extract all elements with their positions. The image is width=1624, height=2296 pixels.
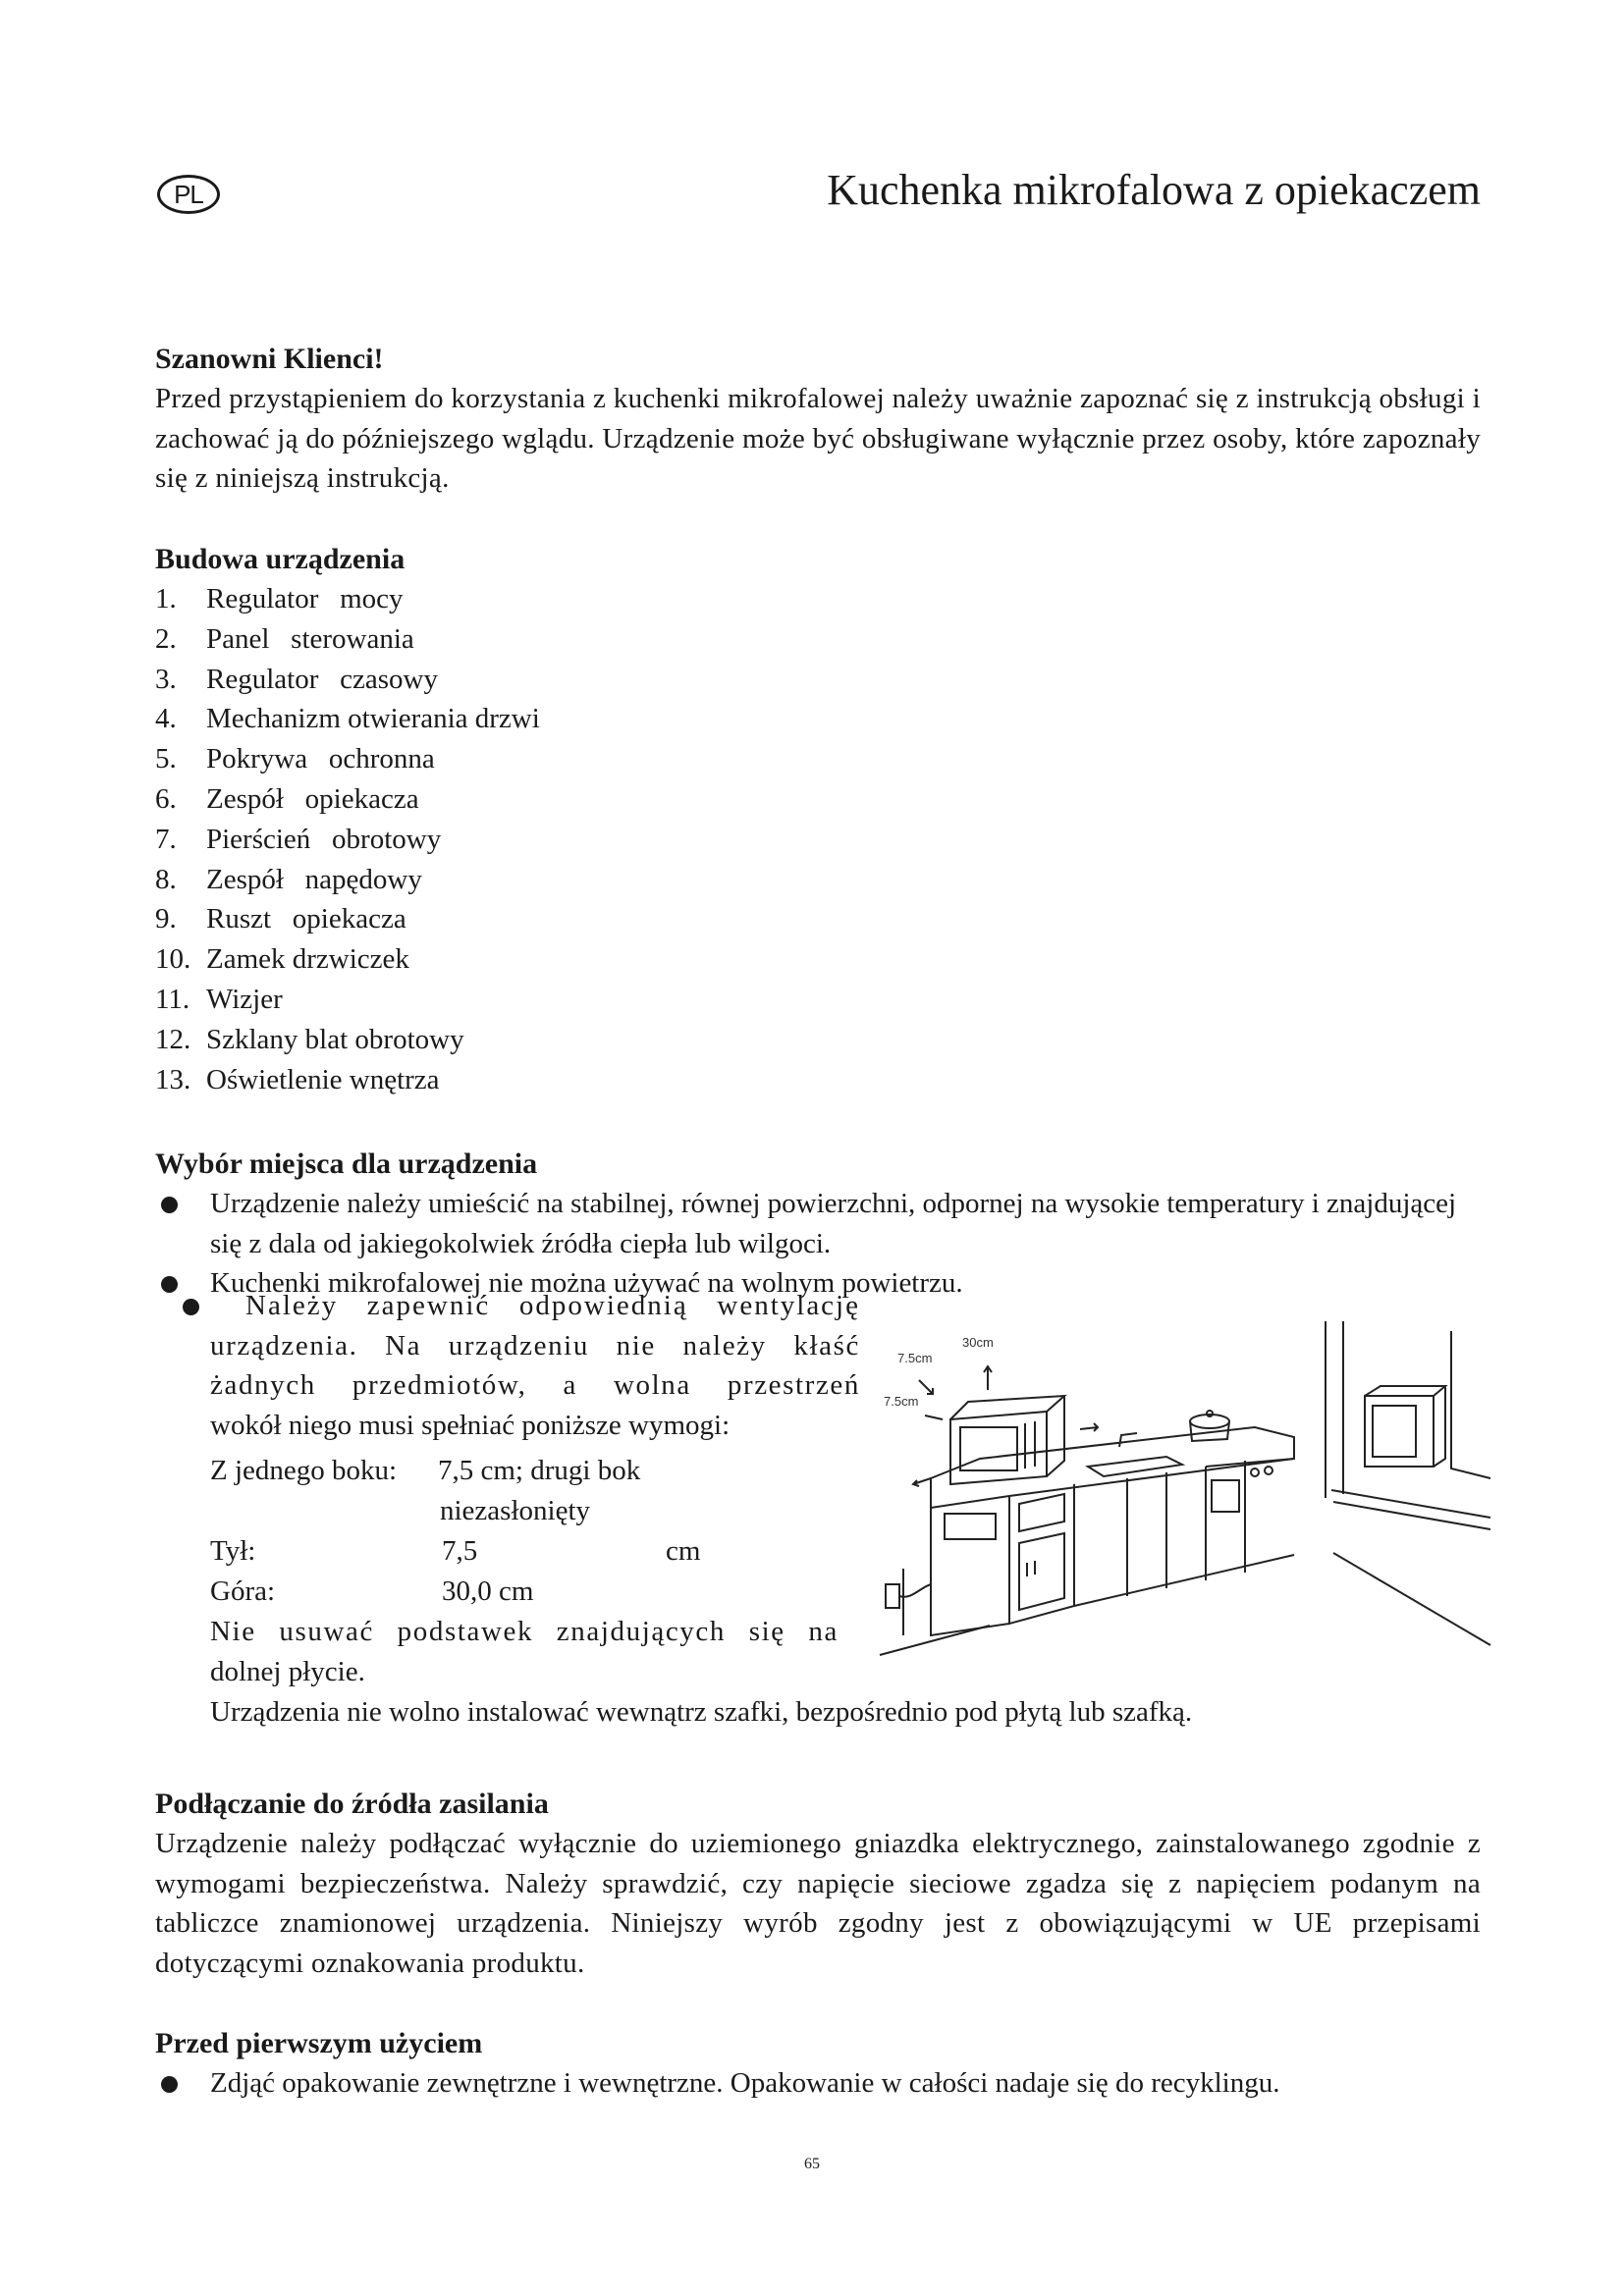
first-use-section <box>155 2024 1481 2104</box>
list-item <box>155 1184 1481 1263</box>
list-item <box>155 820 1481 860</box>
top-value: 30,0 cm <box>442 1575 534 1607</box>
feet-note-line: dolnej płycie. <box>210 1656 365 1687</box>
list-item-number: 6. <box>155 782 177 815</box>
side-value: 7,5 cm; drugi bok <box>438 1455 641 1486</box>
list-item-label: Regulator mocy <box>206 583 404 614</box>
construction-list <box>155 579 1481 1099</box>
construction-heading: Budowa urządzenia <box>155 543 406 575</box>
list-item <box>155 860 1481 900</box>
list-item-number: 12. <box>155 1023 191 1055</box>
list-item <box>155 739 1481 779</box>
cabinet-front <box>931 1496 1009 1635</box>
kitchen-clearance-diagram <box>872 1311 1500 1694</box>
list-item <box>155 2063 1481 2104</box>
list-item-number: 7. <box>155 823 177 855</box>
ventilation-block <box>183 1286 860 1445</box>
oven-window <box>1212 1480 1239 1512</box>
arrow-icon <box>984 1366 992 1390</box>
placement-bullet-text: Kuchenki mikrofalowej nie można używać na wolnym powietrzu. <box>210 1267 963 1299</box>
side-value-continued: niezasłonięty <box>440 1495 591 1526</box>
language-badge <box>157 175 220 214</box>
small-microwave-door <box>1373 1406 1416 1457</box>
list-item-label: Panel sterowania <box>206 622 414 655</box>
feet-note-line: Nie usuwać podstawek znajdujących się na <box>210 1616 839 1647</box>
window-sill <box>1331 1490 1490 1529</box>
bullet-icon <box>183 1299 199 1315</box>
ventilation-line: urządzenia. Na urządzeniu nie należy kłaść <box>210 1329 860 1362</box>
bullet-icon <box>161 1276 178 1293</box>
bullet-icon <box>161 1197 178 1213</box>
top-label: Góra: <box>210 1575 276 1607</box>
microwave-controls <box>1025 1421 1035 1468</box>
list-item-label: Oświetlenie wnętrza <box>206 1063 440 1095</box>
ventilation-line: Należy zapewnić odpowiednią wentylację <box>245 1290 860 1321</box>
list-item <box>155 980 1481 1020</box>
back-value: 7,5 <box>442 1535 478 1567</box>
list-item <box>155 579 1481 619</box>
window-frame <box>1326 1321 1343 1498</box>
list-item <box>155 699 1481 739</box>
side-label: Z jednego boku: <box>210 1455 398 1486</box>
list-item-number: 9. <box>155 903 177 935</box>
intro-section <box>155 340 1481 499</box>
list-item-label: Wizjer <box>206 983 283 1015</box>
language-badge-label: PL <box>174 179 203 209</box>
list-item-label: Zespół napędowy <box>206 863 422 895</box>
list-item-number: 11. <box>155 983 190 1015</box>
drawer <box>1019 1494 1064 1531</box>
list-item <box>155 899 1481 939</box>
placement-heading: Wybór miejsca dla urządzenia <box>155 1148 538 1180</box>
page-number: 65 <box>804 2156 820 2172</box>
placement-bullet-text: Urządzenie należy umieścić na stabilnej, równej powierzchni, odpornej na wysokie temperatury i znajdującej się z dala od jakiegokolwiek źródła ciepła lub wilgoci. <box>210 1188 1457 1259</box>
arrow-icon <box>1080 1423 1098 1431</box>
first-use-heading: Przed pierwszym użyciem <box>155 2027 483 2059</box>
intro-heading: Szanowni Klienci! <box>155 343 384 375</box>
back-unit: cm <box>666 1535 701 1567</box>
arrow-icon <box>919 1380 933 1394</box>
construction-section <box>155 540 1481 1099</box>
sink <box>1088 1457 1182 1476</box>
list-item <box>155 619 1481 660</box>
ventilation-line: żadnych przedmiotów, a wolna przestrzeń <box>210 1369 860 1401</box>
list-item-number: 13. <box>155 1063 191 1095</box>
list-item-number: 10. <box>155 943 191 976</box>
list-item-label: Regulator czasowy <box>206 663 438 695</box>
first-use-bullet-text: Zdjąć opakowanie zewnętrzne i wewnętrzne. Opakowanie w całości nadaje się do recyklingu. <box>210 2067 1280 2099</box>
list-item-number: 4. <box>155 703 177 735</box>
list-item <box>155 939 1481 980</box>
list-item-label: Ruszt opiekacza <box>206 903 406 935</box>
cabinet-note: Urządzenia nie wolno instalować wewnątrz szafki, bezpośrednio pod płytą lub szafką. <box>210 1696 1193 1728</box>
list-item-label: Zamek drzwiczek <box>206 943 409 976</box>
intro-text: Przed przystąpieniem do korzystania z kuchenki mikrofalowej należy uważnie zapoznać się z instrukcją obsługi i zachować ją do późniejszego wglądu. Urządzenie może być obsługiwane wyłącznie przez osoby, które zapoznały się z niniejszą instrukcją. <box>155 383 1481 494</box>
placement-section <box>155 1145 1481 1304</box>
microwave-front <box>950 1412 1047 1484</box>
oven-knob <box>1251 1468 1259 1476</box>
list-item <box>155 779 1481 820</box>
list-item-label: Pierścień obrotowy <box>206 823 442 855</box>
door-handle <box>1027 1561 1035 1576</box>
back-label: Tył: <box>210 1535 256 1567</box>
wall-socket <box>886 1584 899 1608</box>
drawer <box>945 1514 996 1539</box>
bullet-icon <box>161 2076 178 2093</box>
list-item <box>155 1060 1481 1100</box>
faucet <box>1119 1433 1137 1447</box>
list-item-number: 5. <box>155 743 177 775</box>
arrow-icon <box>913 1478 931 1486</box>
list-item-label: Szklany blat obrotowy <box>206 1023 464 1055</box>
floor-line <box>1333 1553 1490 1645</box>
list-item-label: Zespół opiekacza <box>206 782 419 815</box>
list-item-label: Pokrywa ochronna <box>206 743 435 775</box>
power-heading: Podłączanie do źródła zasilania <box>155 1788 549 1820</box>
list-item-number: 1. <box>155 583 177 614</box>
first-use-bullets <box>155 2063 1481 2104</box>
list-item-number: 3. <box>155 663 177 695</box>
list-item <box>155 660 1481 700</box>
page-title: Kuchenka mikrofalowa z opiekaczem <box>827 166 1481 214</box>
oven-knob <box>1265 1467 1272 1474</box>
list-item-label: Mechanizm otwierania drzwi <box>206 703 540 735</box>
list-item <box>155 1020 1481 1060</box>
power-text: Urządzenie należy podłączać wyłącznie do uziemionego gniazdka elektrycznego, zainstalowanego zgodnie z wymogami bezpieczeństwa. Należy sprawdzić, czy napięcie sieciowe zgadza się z napięciem podanym na tabliczce znamionowej urządzenia. Niniejszy wyrób zgodny jest z obowiązującymi w UE przepisami dotyczącymi oznakowania produktu. <box>155 1828 1481 1979</box>
power-section <box>155 1785 1481 1983</box>
list-item-number: 8. <box>155 863 177 895</box>
diagram-label-side: 7.5cm <box>884 1394 919 1409</box>
list-item-number: 2. <box>155 622 177 655</box>
window-frame <box>1451 1331 1490 1478</box>
diagram-label-top: 30cm <box>962 1335 994 1350</box>
ventilation-line: wokół niego musi spełniać poniższe wymogi: <box>210 1409 731 1441</box>
arrow-icon <box>925 1415 943 1419</box>
diagram-label-side: 7.5cm <box>897 1351 933 1365</box>
cabinet-door <box>1019 1533 1064 1610</box>
